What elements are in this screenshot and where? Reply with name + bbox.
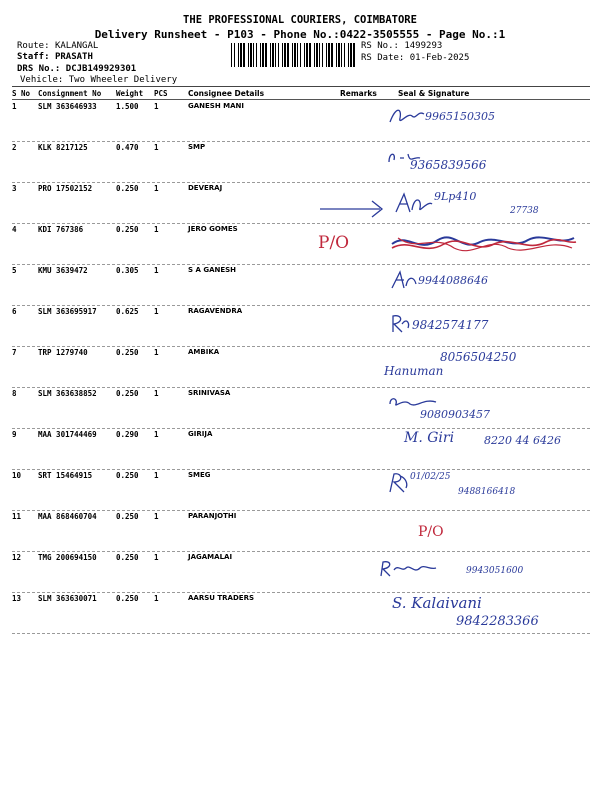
- rs-date: RS Date: 01-Feb-2025: [361, 53, 470, 63]
- header-bottom-rule: [12, 99, 590, 100]
- col-remarks: Remarks: [340, 89, 377, 98]
- table-row: [12, 101, 590, 142]
- row-pcs: 1: [154, 102, 159, 111]
- row-consignment: KDI 767386: [38, 225, 84, 234]
- row-consignee: GANESH MANI: [188, 102, 244, 110]
- handwritten-remark: P/O: [318, 233, 350, 253]
- route-label: Route:: [17, 41, 50, 51]
- col-weight: Weight: [116, 89, 144, 98]
- row-consignee: JERO GOMES: [188, 225, 238, 233]
- row-consignment: MAA 301744469: [38, 430, 97, 439]
- row-consignee: GIRIJA: [188, 430, 213, 438]
- col-signature: Seal & Signature: [398, 89, 470, 98]
- row-consignee: DEVERAJ: [188, 184, 223, 192]
- staff-info: [17, 52, 93, 62]
- row-consignee: AMBIKA: [188, 348, 220, 356]
- row-consignment: SLM 363695917: [38, 307, 97, 316]
- route-info: [17, 41, 98, 51]
- row-sno: 5: [12, 266, 17, 275]
- row-weight: 0.250: [116, 184, 139, 193]
- row-weight: 0.305: [116, 266, 139, 275]
- row-consignment: KMU 3639472: [38, 266, 88, 275]
- row-consignment: SLM 363638852: [38, 389, 97, 398]
- handwritten-phone: 8056504250: [440, 350, 517, 364]
- row-consignee: RAGAVENDRA: [188, 307, 243, 315]
- handwritten-phone: 9080903457: [420, 408, 490, 421]
- row-consignee: JAGAMALAI: [188, 553, 233, 561]
- row-consignment: PRO 17502152: [38, 184, 93, 193]
- row-consignment: TRP 1279740: [38, 348, 88, 357]
- handwritten-note: 9Lp410: [434, 190, 477, 203]
- row-consignee: SMEG: [188, 471, 211, 479]
- row-sno: 12: [12, 553, 22, 562]
- row-pcs: 1: [154, 143, 159, 152]
- row-weight: 1.500: [116, 102, 139, 111]
- handwritten-phone: 9965150305: [425, 110, 495, 123]
- row-consignee: SMP: [188, 143, 206, 151]
- row-pcs: 1: [154, 266, 159, 275]
- row-pcs: 1: [154, 594, 159, 603]
- row-sno: 6: [12, 307, 17, 316]
- row-sno: 8: [12, 389, 17, 398]
- signature-scribble: [386, 470, 412, 496]
- row-weight: 0.250: [116, 594, 139, 603]
- row-weight: 0.250: [116, 389, 139, 398]
- handwritten-phone: 9488166418: [458, 487, 516, 497]
- row-pcs: 1: [154, 389, 159, 398]
- handwritten-phone: 9943051600: [466, 566, 524, 576]
- row-weight: 0.290: [116, 430, 139, 439]
- handwritten-phone: 9842283366: [456, 614, 539, 629]
- staff-label: Staff:: [17, 52, 50, 62]
- row-sno: 11: [12, 512, 22, 521]
- signature-scribble: [378, 558, 440, 580]
- drs-info: [17, 64, 136, 74]
- row-pcs: 1: [154, 225, 159, 234]
- row-consignee: AARSU TRADERS: [188, 594, 254, 602]
- handwritten-phone: 9365839566: [410, 158, 487, 172]
- row-weight: 0.250: [116, 512, 139, 521]
- arrow-mark: [318, 196, 388, 222]
- row-consignment: SLM 363630071: [38, 594, 97, 603]
- col-consignee: Consignee Details: [188, 89, 265, 98]
- rs-number: RS No.: 1499293: [361, 41, 443, 51]
- row-consignee: SRINIVASA: [188, 389, 231, 397]
- handwritten-name: Hanuman: [384, 364, 444, 378]
- row-consignment: KLK 8217125: [38, 143, 88, 152]
- signature-scribble: [390, 312, 412, 334]
- runsheet-subtitle: Delivery Runsheet - P103 - Phone No.:0422-3505555 - Page No.:1: [94, 28, 506, 41]
- row-consignee: S A GANESH: [188, 266, 237, 274]
- row-pcs: 1: [154, 512, 159, 521]
- row-sno: 2: [12, 143, 17, 152]
- scribbled-out-signature: [388, 228, 580, 258]
- handwritten-phone: 9842574177: [412, 318, 489, 332]
- row-weight: 0.250: [116, 471, 139, 480]
- header-top-rule: [12, 86, 590, 87]
- row-divider: [12, 633, 590, 634]
- row-consignment: TMG 200694150: [38, 553, 97, 562]
- signature-scribble: [392, 190, 436, 218]
- row-pcs: 1: [154, 553, 159, 562]
- drs-value: DCJB149929301: [65, 64, 137, 74]
- handwritten-note: 27738: [510, 206, 539, 216]
- row-weight: 0.625: [116, 307, 139, 316]
- row-weight: 0.470: [116, 143, 139, 152]
- row-consignee: PARANJOTHI: [188, 512, 237, 520]
- staff-value: PRASATH: [54, 52, 93, 62]
- barcode-image: [230, 43, 356, 67]
- signature-scribble: [388, 104, 428, 130]
- col-pcs: PCS: [154, 89, 168, 98]
- row-pcs: 1: [154, 184, 159, 193]
- handwritten-name: M. Giri: [404, 430, 455, 446]
- row-sno: 9: [12, 430, 17, 439]
- drs-label: DRS No.:: [17, 64, 61, 74]
- table-row: [12, 265, 590, 306]
- table-row: [12, 511, 590, 552]
- row-pcs: 1: [154, 471, 159, 480]
- company-title: THE PROFESSIONAL COURIERS, COIMBATORE: [183, 14, 417, 26]
- vehicle-info: Vehicle: Two Wheeler Delivery: [20, 75, 178, 85]
- signature-scribble: [390, 268, 420, 292]
- handwritten-name: S. Kalaivani: [392, 594, 482, 612]
- col-consignment: Consignment No: [38, 89, 102, 98]
- handwritten-phone: 9944088646: [418, 274, 488, 287]
- handwritten-phone: 8220 44 6426: [484, 434, 561, 447]
- table-row: [12, 142, 590, 183]
- col-sno: S No: [12, 89, 31, 98]
- table-row: [12, 183, 590, 224]
- row-weight: 0.250: [116, 348, 139, 357]
- row-sno: 1: [12, 102, 17, 111]
- row-consignment: SLM 363646933: [38, 102, 97, 111]
- route-value: KALANGAL: [54, 41, 99, 51]
- row-consignment: MAA 868460704: [38, 512, 97, 521]
- row-weight: 0.250: [116, 225, 139, 234]
- row-sno: 10: [12, 471, 22, 480]
- row-sno: 4: [12, 225, 17, 234]
- handwritten-remark: P/O: [418, 524, 444, 540]
- table-row: [12, 388, 590, 429]
- row-pcs: 1: [154, 348, 159, 357]
- row-consignment: SRT 15464915: [38, 471, 93, 480]
- table-row: [12, 306, 590, 347]
- row-sno: 13: [12, 594, 22, 603]
- row-sno: 7: [12, 348, 17, 357]
- row-pcs: 1: [154, 430, 159, 439]
- row-pcs: 1: [154, 307, 159, 316]
- handwritten-date: 01/02/25: [410, 472, 451, 482]
- row-weight: 0.250: [116, 553, 139, 562]
- row-sno: 3: [12, 184, 17, 193]
